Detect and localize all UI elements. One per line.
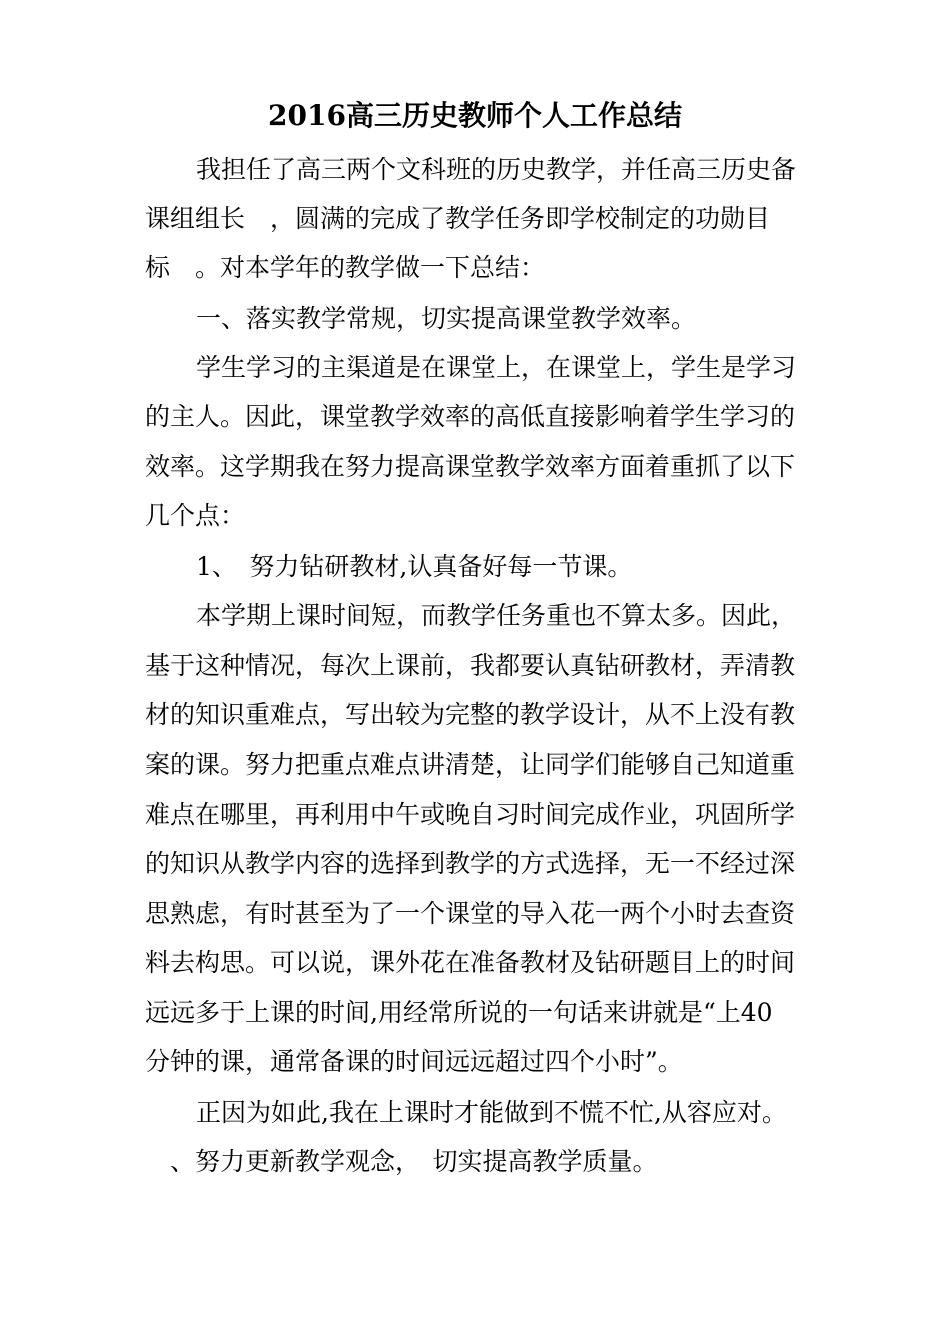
paragraph-line: 思熟虑，有时甚至为了一个课堂的导入花一两个小时去查资 bbox=[145, 899, 796, 928]
paragraph-line: 效率。这学期我在努力提高课堂教学效率方面着重抓了以下 bbox=[145, 452, 796, 481]
paragraph-line: 的主人。因此，课堂教学效率的高低直接影响着学生学习的 bbox=[145, 402, 796, 431]
paragraph-line: 正因为如此,我在上课时才能做到不慌不忙,从容应对。 bbox=[196, 1098, 787, 1127]
paragraph-line: 材的知识重难点，写出较为完整的教学设计，从不上没有教 bbox=[145, 700, 796, 729]
paragraph-line: 学生学习的主渠道是在课堂上，在课堂上，学生是学习 bbox=[196, 353, 797, 382]
paragraph-line: 基于这种情况，每次上课前，我都要认真钻研教材，弄清教 bbox=[145, 651, 796, 680]
paragraph-line: 案的课。努力把重点难点讲清楚，让同学们能够自己知道重 bbox=[145, 750, 796, 779]
paragraph-line: 料去构思。可以说，课外花在准备教材及钻研题目上的时间 bbox=[145, 948, 796, 977]
subsection-heading: 1、 努力钻研教材,认真备好每一节课。 bbox=[196, 552, 633, 581]
paragraph-line: 标 。对本学年的教学做一下总结： bbox=[145, 253, 546, 282]
section-heading: 、努力更新教学观念， 切实提高教学质量。 bbox=[170, 1147, 658, 1176]
paragraph-line: 几个点： bbox=[145, 501, 246, 530]
section-heading: 一、落实教学常规，切实提高课堂教学效率。 bbox=[196, 304, 697, 333]
document-title: 2016高三历史教师个人工作总结 bbox=[268, 99, 682, 132]
paragraph-line: 本学期上课时间短，而教学任务重也不算太多。因此， bbox=[196, 601, 797, 630]
paragraph-line: 课组组长 ，圆满的完成了教学任务即学校制定的功勋目 bbox=[145, 204, 771, 233]
paragraph-line: 难点在哪里，再利用中午或晚自习时间完成作业，巩固所学 bbox=[145, 800, 796, 829]
paragraph-line: 远远多于上课的时间,用经常所说的一句话来讲就是“上40 bbox=[145, 998, 773, 1027]
paragraph-line: 我担任了高三两个文科班的历史教学，并任高三历史备 bbox=[196, 155, 797, 184]
paragraph-line: 的知识从教学内容的选择到教学的方式选择，无一不经过深 bbox=[145, 849, 796, 878]
paragraph-line: 分钟的课，通常备课的时间远远超过四个小时”。 bbox=[145, 1047, 683, 1076]
